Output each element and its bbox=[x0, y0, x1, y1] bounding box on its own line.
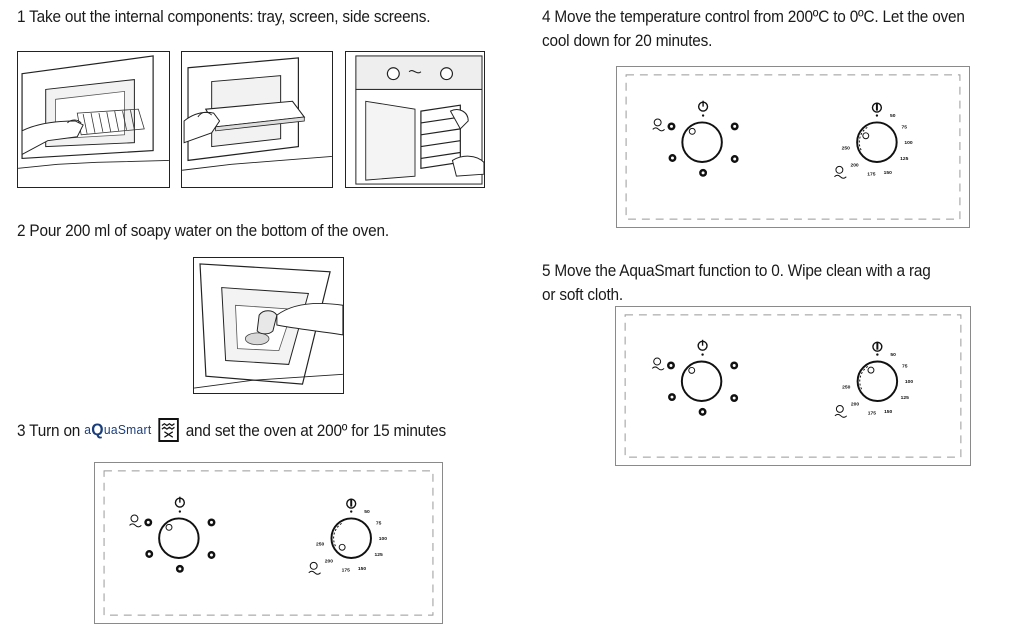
temperature-label: 175 bbox=[867, 411, 876, 417]
control-panel-drawing bbox=[95, 463, 442, 623]
temperature-label: 175 bbox=[341, 568, 350, 574]
temperature-knob bbox=[858, 362, 898, 402]
temperature-label: 100 bbox=[904, 141, 913, 147]
illustration-remove-side-screens bbox=[345, 51, 485, 188]
temperature-label: 100 bbox=[378, 537, 387, 543]
aquasmart-icon bbox=[129, 515, 141, 527]
aquasmart-icon bbox=[835, 405, 847, 417]
aquasmart-icon bbox=[652, 358, 664, 370]
panel-outline bbox=[625, 315, 961, 457]
control-panel-drawing bbox=[616, 307, 970, 465]
aquasmart-icon bbox=[653, 119, 665, 131]
temperature-label: 200 bbox=[324, 559, 333, 565]
thermometer-icon bbox=[872, 103, 881, 112]
function-knob bbox=[682, 362, 722, 402]
temperature-label: 150 bbox=[883, 170, 892, 176]
thermometer-icon bbox=[347, 499, 356, 508]
aquasmart-icon bbox=[834, 166, 846, 178]
tick-dot bbox=[702, 114, 704, 116]
step-3-text bbox=[17, 418, 446, 443]
power-icon bbox=[175, 497, 184, 507]
function-knob bbox=[682, 122, 722, 162]
temperature-label: 125 bbox=[900, 396, 909, 402]
temperature-label: 50 bbox=[890, 352, 896, 358]
temperature-label: 75 bbox=[375, 521, 382, 527]
power-icon bbox=[699, 101, 708, 111]
step-5-text-line-1: 5 Move the AquaSmart function to 0. Wipe clean with a rag bbox=[542, 262, 931, 280]
temperature-label: 75 bbox=[901, 364, 908, 370]
aquasmart-logo: aQuaSmart bbox=[84, 420, 152, 439]
tick-dot bbox=[701, 353, 703, 355]
control-panel-step-3 bbox=[94, 462, 443, 624]
panel-outline bbox=[626, 75, 960, 219]
control-panel-step-4 bbox=[616, 66, 970, 228]
temperature-label: 75 bbox=[901, 125, 908, 131]
temperature-label: 125 bbox=[374, 552, 383, 558]
illustration-remove-tray bbox=[181, 51, 333, 188]
temperature-label: 175 bbox=[867, 172, 876, 178]
temperature-label: 125 bbox=[900, 156, 909, 162]
step-4-text-line-1: 4 Move the temperature control from 200ºC to 0ºC. Let the oven bbox=[542, 8, 965, 26]
control-panel-step-5 bbox=[615, 306, 971, 466]
temperature-label: 50 bbox=[889, 113, 896, 119]
tick-dot bbox=[876, 114, 878, 116]
temperature-label: 250 bbox=[842, 385, 851, 391]
temperature-label: 100 bbox=[904, 380, 914, 386]
temperature-label: 50 bbox=[364, 509, 370, 515]
temperature-knob bbox=[331, 518, 371, 558]
temperature-label: 200 bbox=[850, 402, 860, 408]
illustration-remove-rack bbox=[17, 51, 170, 188]
temperature-knob bbox=[857, 122, 897, 162]
tick-dot bbox=[179, 510, 181, 512]
temperature-label: 150 bbox=[357, 566, 367, 572]
control-panel-drawing bbox=[617, 67, 969, 227]
tick-dot bbox=[350, 510, 352, 512]
aquasmart-tray-icon bbox=[158, 418, 178, 442]
step-1-text: 1 Take out the internal components: tray, screen, side screens. bbox=[17, 8, 431, 26]
step-3-text-post: and set the oven at 200º for 15 minutes bbox=[185, 422, 446, 440]
temperature-label: 200 bbox=[850, 163, 859, 169]
tick-dot bbox=[876, 353, 878, 355]
temperature-label: 250 bbox=[841, 146, 850, 152]
step-5-text-line-2: or soft cloth. bbox=[542, 286, 623, 304]
step-2-text: 2 Pour 200 ml of soapy water on the bottom of the oven. bbox=[17, 222, 389, 240]
function-knob bbox=[159, 518, 199, 558]
power-icon bbox=[698, 340, 707, 350]
step-3-text-pre: 3 Turn on bbox=[17, 422, 81, 440]
temperature-label: 150 bbox=[884, 409, 893, 415]
illustration-pour-water bbox=[193, 257, 344, 394]
aquasmart-icon bbox=[309, 562, 321, 574]
step-4-text-line-2: cool down for 20 minutes. bbox=[542, 32, 713, 50]
temperature-label: 250 bbox=[315, 542, 325, 548]
panel-outline bbox=[104, 471, 433, 615]
thermometer-icon bbox=[873, 342, 882, 351]
